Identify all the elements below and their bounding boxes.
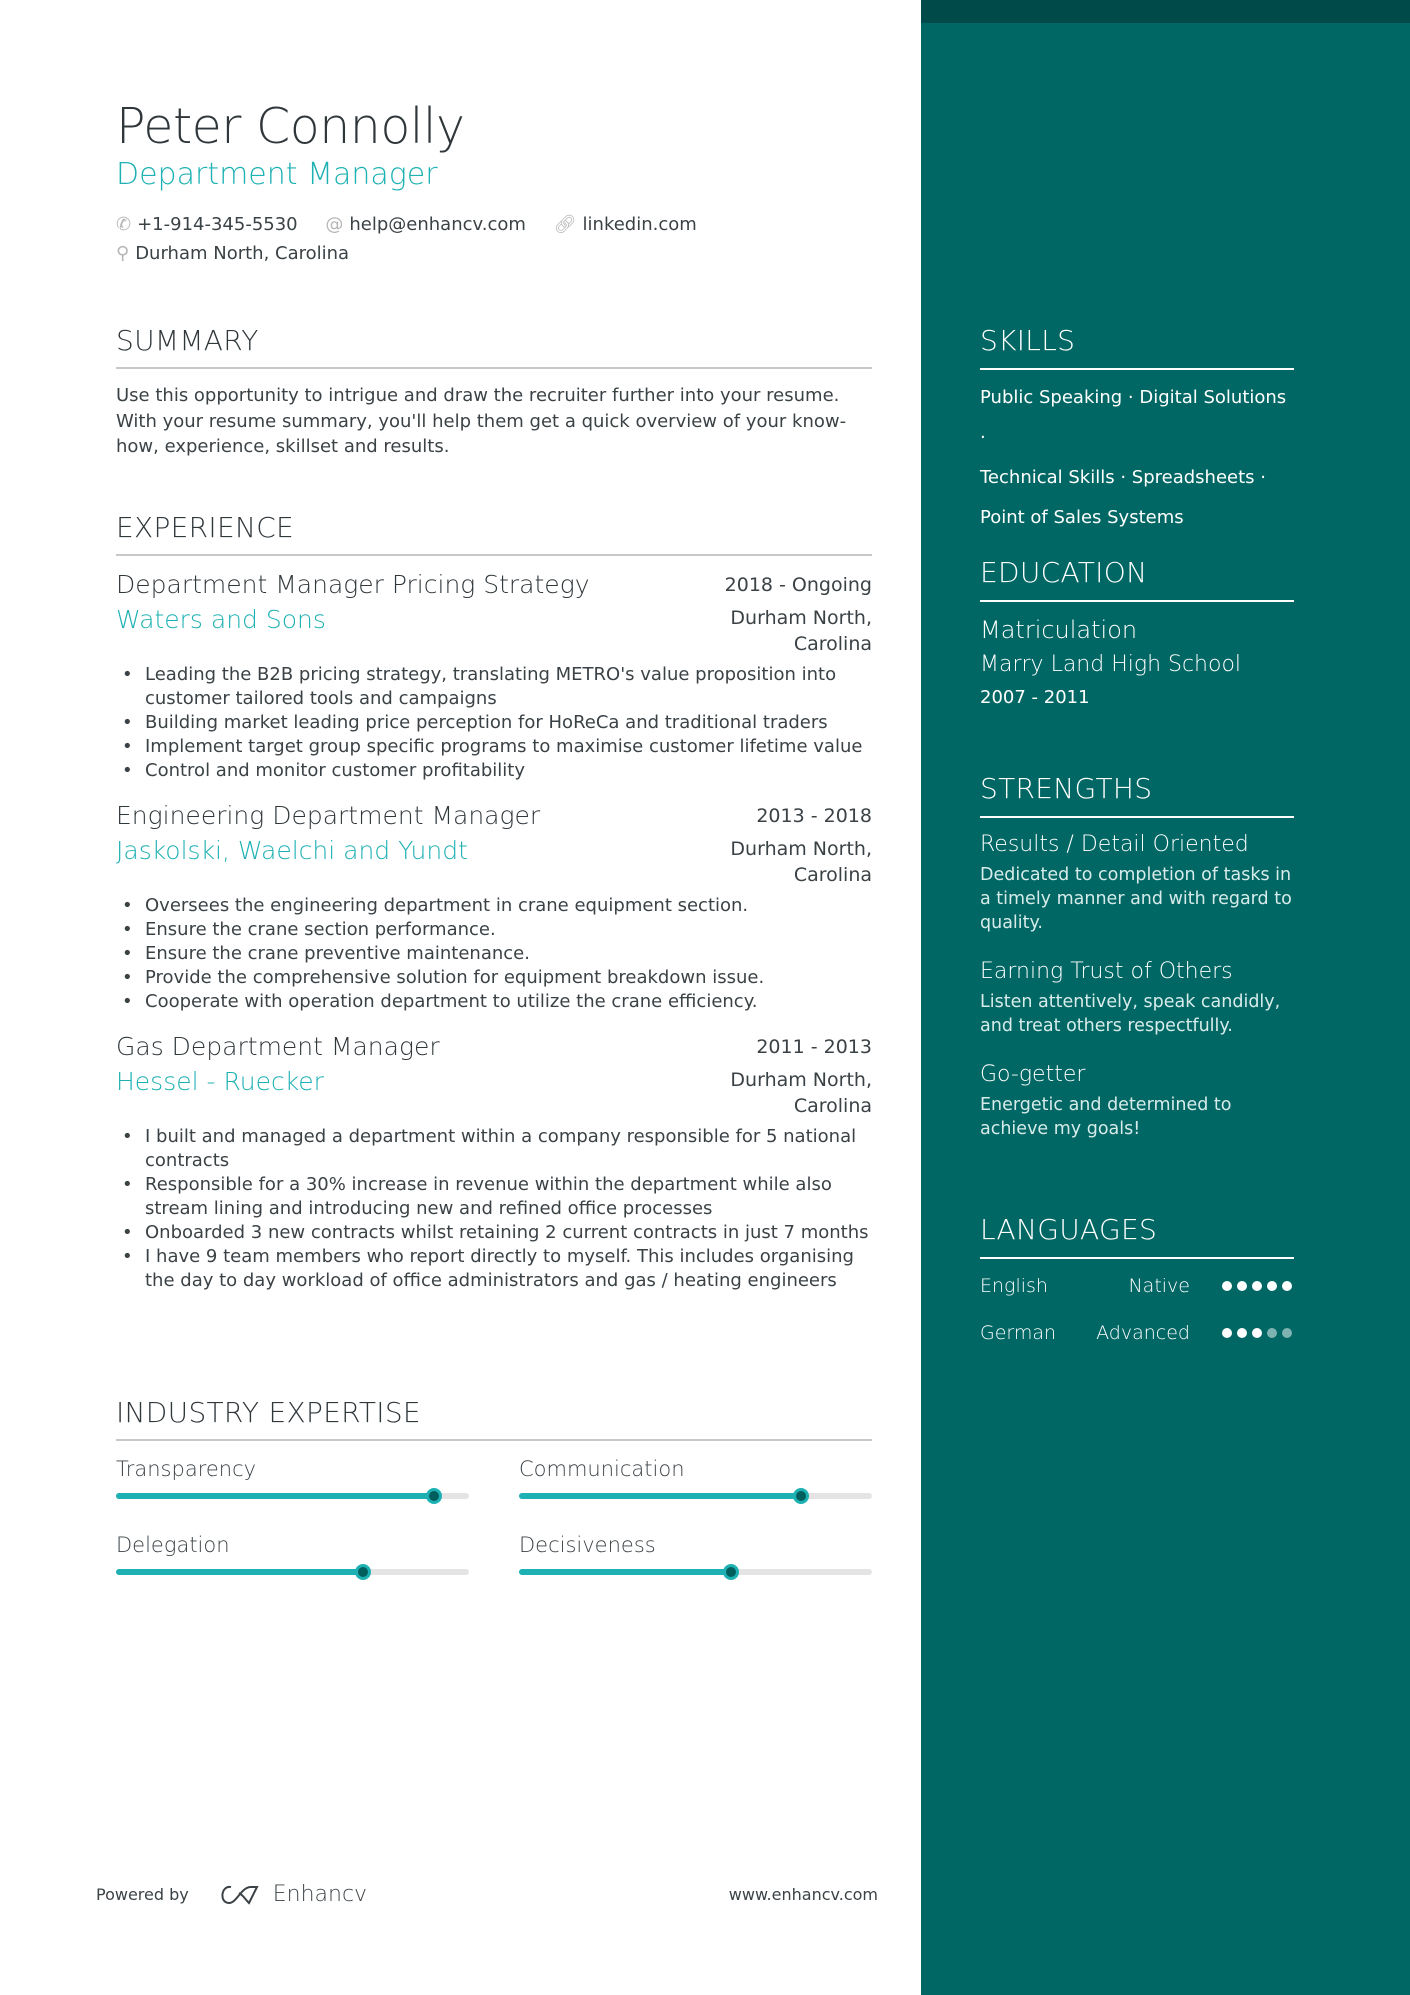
expertise-label: Communication bbox=[519, 1457, 685, 1481]
expertise-bar bbox=[116, 1493, 469, 1499]
job-title: Engineering Department Manager bbox=[116, 801, 541, 830]
expertise-bar bbox=[116, 1569, 469, 1575]
proficiency-dots bbox=[1222, 1328, 1292, 1338]
proficiency-dot bbox=[1267, 1281, 1277, 1291]
languages-heading: LANGUAGES bbox=[980, 1213, 1294, 1259]
strengths-section bbox=[980, 772, 1294, 1165]
summary-section bbox=[116, 324, 872, 460]
proficiency-dot bbox=[1237, 1281, 1247, 1291]
job-title: Department Manager Pricing Strategy bbox=[116, 570, 590, 599]
education-section bbox=[980, 556, 1294, 708]
job-entry bbox=[116, 570, 872, 783]
language-level: Native bbox=[1128, 1275, 1190, 1297]
language-item bbox=[980, 1275, 1294, 1297]
strength-item bbox=[980, 1062, 1294, 1141]
footer bbox=[96, 1882, 878, 1907]
job-entry bbox=[116, 1032, 872, 1293]
expertise-label: Transparency bbox=[116, 1457, 257, 1481]
contact-info bbox=[116, 210, 896, 268]
proficiency-dot bbox=[1267, 1328, 1277, 1338]
skills-line: Point of Sales Systems bbox=[980, 507, 1184, 528]
expertise-bar-knob bbox=[793, 1488, 809, 1504]
website-link[interactable]: linkedin.com bbox=[582, 214, 697, 235]
experience-heading: EXPERIENCE bbox=[116, 511, 872, 556]
footer-url[interactable]: www.enhancv.com bbox=[728, 1885, 878, 1904]
language-item bbox=[980, 1322, 1294, 1344]
proficiency-dots bbox=[1222, 1281, 1292, 1291]
job-bullet: • Control and monitor customer profitability bbox=[116, 759, 872, 783]
location: Durham North, Carolina bbox=[135, 243, 350, 264]
company-name: Hessel - Ruecker bbox=[116, 1067, 324, 1096]
job-location: Durham North, bbox=[730, 1069, 872, 1091]
language-level: Advanced bbox=[1096, 1322, 1190, 1344]
strength-item bbox=[980, 832, 1294, 935]
job-bullet: • Onboarded 3 new contracts whilst retaining 2 current contracts in just 7 months bbox=[116, 1221, 872, 1245]
sidebar-top-band bbox=[921, 0, 1410, 23]
job-bullet: • Provide the comprehensive solution for equipment breakdown issue. bbox=[116, 966, 872, 990]
job-dates: 2013 - 2018 bbox=[756, 805, 872, 827]
job-bullet: • Ensure the crane preventive maintenance. bbox=[116, 942, 872, 966]
job-bullet: • Leading the B2B pricing strategy, translating METRO's value proposition into customer tailored tools and campaigns bbox=[116, 663, 872, 711]
expertise-item bbox=[519, 1457, 872, 1499]
strength-title: Results / Detail Oriented bbox=[980, 832, 1249, 857]
at-icon: @ bbox=[325, 214, 344, 235]
job-bullet: • Implement target group specific programs to maximise customer lifetime value bbox=[116, 735, 872, 759]
strength-description: Energetic and determined to achieve my goals! bbox=[980, 1095, 1232, 1139]
expertise-label: Delegation bbox=[116, 1533, 230, 1557]
job-bullet: • Oversees the engineering department in crane equipment section. bbox=[116, 894, 872, 918]
job-location: Durham North, bbox=[730, 607, 872, 629]
expertise-heading: INDUSTRY EXPERTISE bbox=[116, 1396, 872, 1441]
job-location-region: Carolina bbox=[793, 633, 872, 655]
degree: Matriculation bbox=[980, 616, 1138, 644]
summary-text: Use this opportunity to intrigue and draw the recruiter further into your resume. With your resume summary, you'll help them get a quick overview of your know-how, experience, skillset and results. bbox=[116, 385, 847, 457]
proficiency-dot bbox=[1252, 1328, 1262, 1338]
proficiency-dot bbox=[1282, 1281, 1292, 1291]
skills-line: Technical Skills · Spreadsheets · bbox=[980, 467, 1266, 488]
expertise-label: Decisiveness bbox=[519, 1533, 656, 1557]
languages-section bbox=[980, 1213, 1294, 1369]
strength-item bbox=[980, 959, 1294, 1038]
job-title: Gas Department Manager bbox=[116, 1032, 440, 1061]
phone: +1-914-345-5530 bbox=[137, 214, 298, 235]
expertise-bar-fill bbox=[519, 1569, 731, 1575]
expertise-bar-fill bbox=[116, 1493, 434, 1499]
expertise-item bbox=[116, 1533, 469, 1575]
enhancv-logo-icon bbox=[217, 1883, 263, 1907]
job-entry bbox=[116, 801, 872, 1014]
company-name: Waters and Sons bbox=[116, 605, 326, 634]
expertise-bar-knob bbox=[723, 1564, 739, 1580]
industry-expertise-section bbox=[116, 1396, 872, 1575]
email[interactable]: help@enhancv.com bbox=[349, 214, 526, 235]
strength-description: Dedicated to completion of tasks in a timely manner and with regard to quality. bbox=[980, 865, 1292, 933]
proficiency-dot bbox=[1282, 1328, 1292, 1338]
proficiency-dot bbox=[1222, 1281, 1232, 1291]
job-bullet: • I built and managed a department within a company responsible for 5 national contracts bbox=[116, 1125, 872, 1173]
proficiency-dot bbox=[1237, 1328, 1247, 1338]
skills-line: Public Speaking · Digital Solutions · bbox=[980, 387, 1287, 448]
school: Marry Land High School bbox=[980, 652, 1242, 677]
job-location: Durham North, bbox=[730, 838, 872, 860]
expertise-item bbox=[519, 1533, 872, 1575]
enhancv-brand: Enhancv bbox=[272, 1882, 368, 1907]
candidate-name: Peter Connolly bbox=[116, 98, 465, 155]
job-bullet: • Building market leading price perception for HoReCa and traditional traders bbox=[116, 711, 872, 735]
expertise-bar-knob bbox=[426, 1488, 442, 1504]
proficiency-dot bbox=[1252, 1281, 1262, 1291]
experience-section bbox=[116, 511, 872, 1311]
strengths-heading: STRENGTHS bbox=[980, 772, 1294, 818]
expertise-bar bbox=[519, 1493, 872, 1499]
expertise-bar-fill bbox=[519, 1493, 801, 1499]
expertise-item bbox=[116, 1457, 469, 1499]
phone-icon: ✆ bbox=[116, 214, 132, 235]
expertise-bar bbox=[519, 1569, 872, 1575]
job-bullet: • Responsible for a 30% increase in revenue within the department while also stream lining and introducing new and refined office processes bbox=[116, 1173, 872, 1221]
job-dates: 2018 - Ongoing bbox=[724, 574, 872, 596]
link-icon: 🔗︎ bbox=[553, 214, 577, 235]
strength-description: Listen attentively, speak candidly, and treat others respectfully. bbox=[980, 992, 1281, 1036]
education-years: 2007 - 2011 bbox=[980, 687, 1090, 708]
proficiency-dot bbox=[1222, 1328, 1232, 1338]
skills-section bbox=[980, 324, 1294, 538]
job-dates: 2011 - 2013 bbox=[756, 1036, 872, 1058]
expertise-bar-fill bbox=[116, 1569, 363, 1575]
expertise-bar-knob bbox=[355, 1564, 371, 1580]
job-location-region: Carolina bbox=[793, 864, 872, 886]
education-heading: EDUCATION bbox=[980, 556, 1294, 602]
strength-title: Go-getter bbox=[980, 1062, 1086, 1087]
strength-title: Earning Trust of Others bbox=[980, 959, 1233, 984]
powered-by-label: Powered by bbox=[96, 1885, 189, 1904]
job-bullet: • I have 9 team members who report directly to myself. This includes organising the day to day workload of office administrators and gas / heating engineers bbox=[116, 1245, 872, 1293]
language-name: German bbox=[980, 1322, 1057, 1344]
location-pin-icon: ⚲ bbox=[116, 243, 130, 264]
skills-heading: SKILLS bbox=[980, 324, 1294, 370]
summary-heading: SUMMARY bbox=[116, 324, 872, 369]
job-location-region: Carolina bbox=[793, 1095, 872, 1117]
candidate-title: Department Manager bbox=[116, 157, 438, 192]
language-name: English bbox=[980, 1275, 1048, 1297]
job-bullet: • Ensure the crane section performance. bbox=[116, 918, 872, 942]
job-bullet: • Cooperate with operation department to utilize the crane efficiency. bbox=[116, 990, 872, 1014]
company-name: Jaskolski, Waelchi and Yundt bbox=[116, 836, 468, 865]
